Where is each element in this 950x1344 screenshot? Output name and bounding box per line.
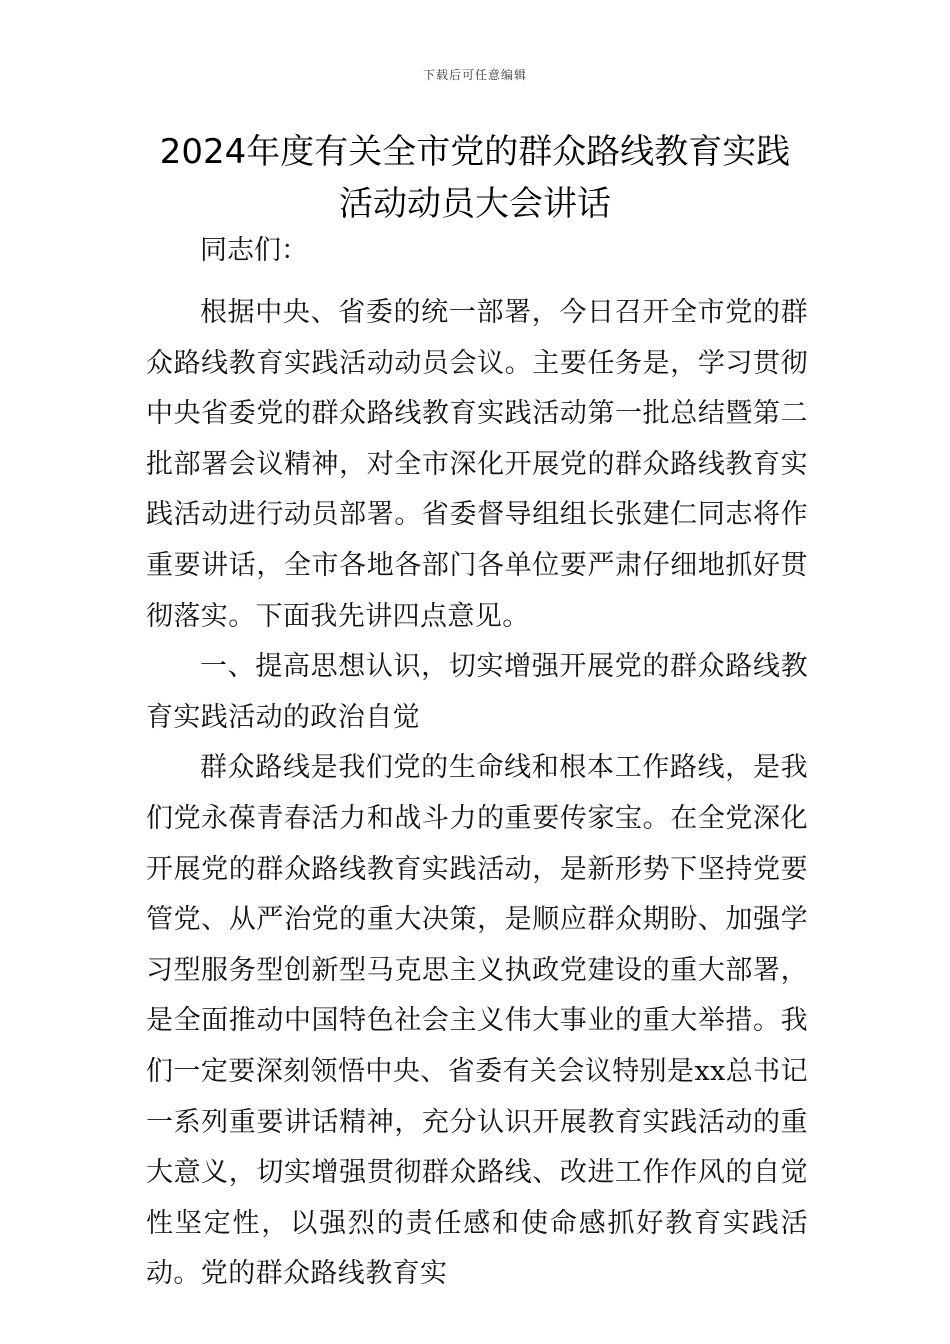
title-line-1: 2024年度有关全市党的群众路线教育实践 (159, 132, 791, 172)
section-heading-1: 一、提高思想认识，切实增强开展党的群众路线教育实践活动的政治自觉 (146, 651, 808, 733)
salutation: 同志们： (200, 235, 308, 266)
document-body (146, 226, 808, 1300)
paragraph-mass-line: 群众路线是我们党的生命线和根本工作路线，是我们党永葆青春活力和战斗力的重要传家宝。在全党深化开展党的群众路线教育实践活动，是新形势下坚持党要管党、从严治党的重大决策，是顺应群众期盼、加强学习型服务型创新型马克思主义执政党建设的重大部署，是全面推动中国特色社会主义伟大事业的重大举措。我们一定要深刻领悟中央、省委有关会议特别是xx总书记一系列重要讲话精神，充分认识开展教育实践活动的重大意义，切实增强贯彻群众路线、改进工作作风的自觉性坚定性，以强烈的责任感和使命感抓好教育实践活动。党的群众路线教育实 (146, 752, 808, 1290)
document-title (140, 126, 810, 230)
title-line-2: 活动动员大会讲话 (339, 184, 611, 224)
header-watermark: 下载后可任意编辑 (422, 68, 527, 82)
paragraph-intro: 根据中央、省委的统一部署，今日召开全市党的群众路线教育实践活动动员会议。主要任务是，学习贯彻中央省委党的群众路线教育实践活动第一批总结暨第二批部署会议精神，对全市深化开展党的群众路线教育实践活动进行动员部署。省委督导组组长张建仁同志将作重要讲话，全市各地各部门各单位要严肃仔细地抓好贯彻落实。下面我先讲四点意见。 (146, 297, 808, 632)
